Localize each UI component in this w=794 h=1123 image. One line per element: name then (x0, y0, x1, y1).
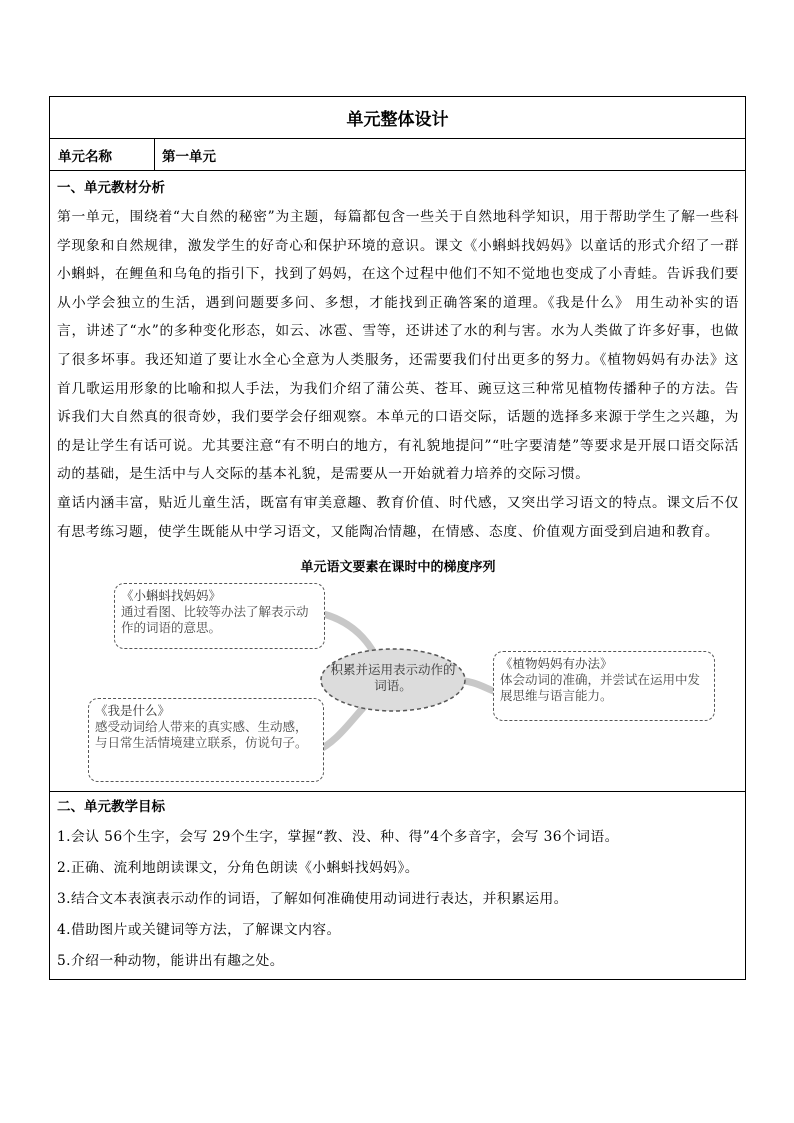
unit-name-value: 第一单元 (162, 148, 216, 165)
analysis-paragraph-2: 童话内涵丰富，贴近儿童生活，既富有审美意趣、教育价值、时代感，又突出学习语文的特点。课文后不仅有思考练习题，使学生既能从中学习语文，又能陶冶情趣，在情感、态度、价值观方面受到启迪和教育。 (57, 494, 739, 540)
node-what-am-i-title: 《我是什么》 (95, 703, 171, 719)
goal-item: 4.借助图片或关键词等方法，了解课文内容。 (57, 922, 341, 939)
analysis-paragraph-1: 第一单元，围绕着“大自然的秘密”为主题，每篇都包含一些关于自然地科学知识，用于帮助学生了解一些科学现象和自然规律，激发学生的好奇心和保护环境的意识。课文《小蝌蚪找妈妈》以童话的形式介绍了一群小蝌蚪，在鲤鱼和乌龟的指引下，找到了妈妈，在这个过程中他们不知不觉地也变成了小青蛙。告诉我们要从小学会独立的生活，遇到问题要多问、多想，才能找到正确答案的道理。《我是什么》 用生动补实的语言，讲述了“水”的多种变化形态，如云、冰雹、雪等，还讲述了水的利与害。水为人类做了许多好事，也做了很多坏事。我还知道了要让水全心全意为人类服务，还需要我们付出更多的努力。《植物妈妈有办法》这首几歌运用形象的比喻和拟人手法，为我们介绍了蒲公英、苍耳、豌豆这三种常见植物传播种子的方法。告诉我们大自然真的很奇妙，我们要学会仔细观察。本单元的口语交际，话题的选择多来源于学生之兴趣，为的是让学生有话可说。尤其要注意“有不明白的地方，有礼貌地提问”“吐字要清楚”等要求是开展口语交际活动的基础，是生活中与人交际的基本礼貌，是需要从一开始就着力培养的交际习惯。 (57, 209, 739, 483)
goal-item: 2.正确、流利地朗读课文，分角色朗读《小蝌蚪找妈妈》。 (57, 860, 419, 877)
unit-name-row (50, 139, 745, 171)
node-plant-mother-title: 《植物妈妈有办法》 (500, 656, 613, 672)
analysis-section (50, 171, 745, 792)
unit-name-label: 单元名称 (50, 139, 155, 170)
goal-item: 1.会认 56个生字，会写 29个生字，掌握“教、没、种、得”4个多音字，会写 36个词语。 (57, 829, 619, 846)
analysis-heading: 一、单元教材分析 (57, 180, 165, 196)
node-what-am-i (88, 698, 324, 782)
center-node (329, 658, 457, 702)
node-plant-mother (493, 651, 715, 721)
goal-item: 3.结合文本表演表示动作的词语，了解如何准确使用动词进行表达，并积累运用。 (57, 891, 568, 908)
goal-item: 5.介绍一种动物，能讲出有趣之处。 (57, 953, 284, 970)
node-tadpole-title: 《小蝌蚪找妈妈》 (121, 588, 222, 604)
goals-heading: 二、单元教学目标 (57, 799, 165, 816)
goals-section (50, 792, 745, 979)
node-what-am-i-body: 感受动词给人带来的真实感、生动感，与日常生活情境建立联系，仿说句子。 (95, 719, 308, 751)
mind-map-diagram (57, 580, 739, 785)
node-tadpole-body: 通过看图、比较等办法了解表示动作的词语的意思。 (121, 604, 309, 636)
diagram-title: 单元语文要素在课时中的梯度序列 (300, 560, 496, 576)
center-node-text: 积累并运用表示动作的词语。 (330, 662, 456, 694)
node-plant-mother-body: 体会动词的准确，并尝试在运用中发展思维与语言能力。 (500, 672, 701, 704)
node-tadpole (114, 583, 325, 649)
unit-design-table (49, 96, 746, 980)
table-title: 单元整体设计 (50, 97, 745, 139)
